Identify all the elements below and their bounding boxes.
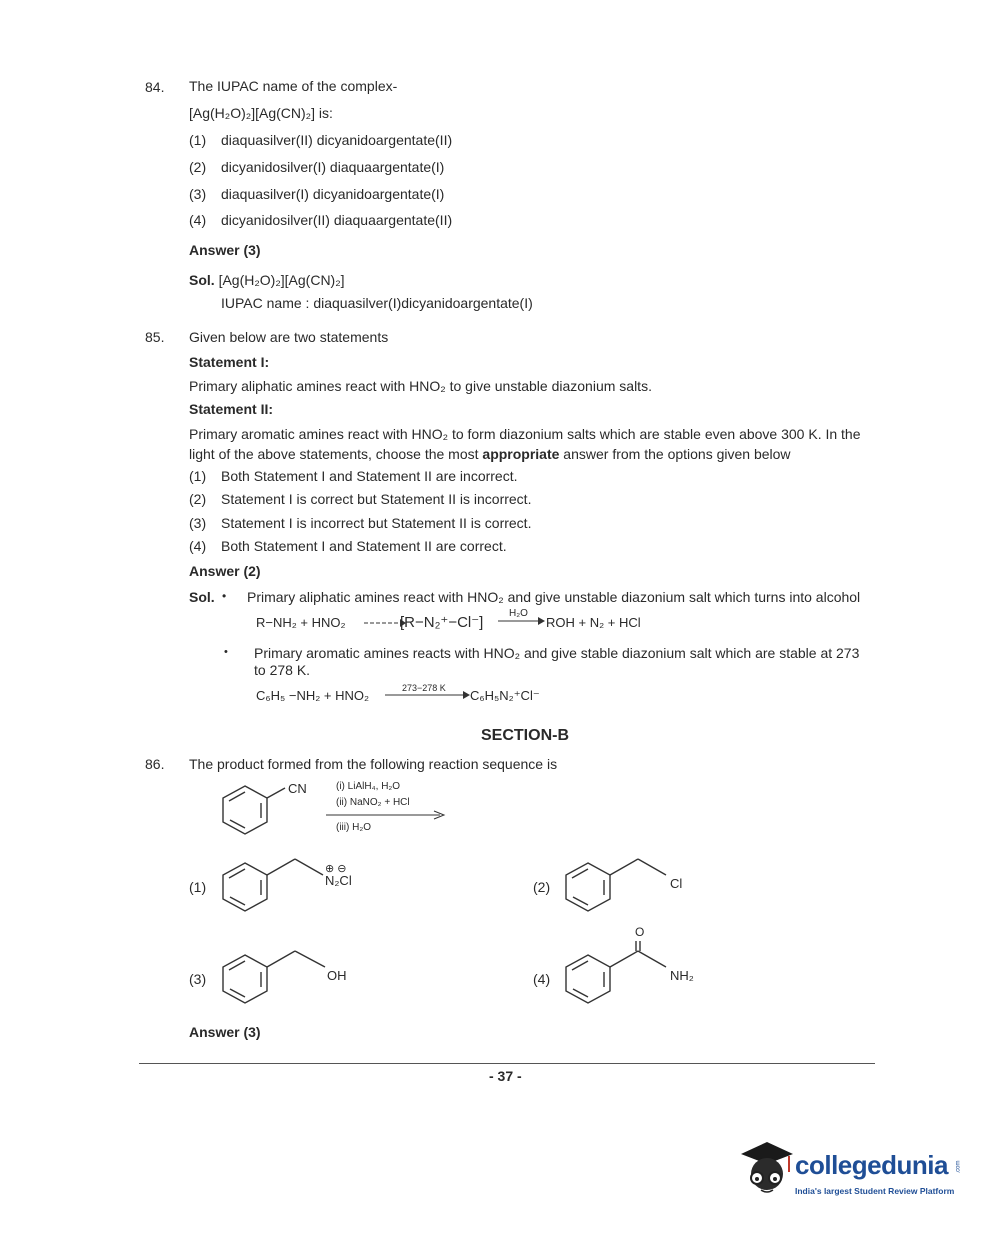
bullet-icon: • <box>222 589 227 603</box>
page-number: - 37 - <box>489 1068 522 1084</box>
question-84-formula: [Ag(H₂O)₂][Ag(CN)₂] is: <box>189 105 333 121</box>
brand-name: collegedunia <box>795 1150 948 1180</box>
reactant-cn-label: CN <box>288 781 307 796</box>
brand-com: .com <box>955 1160 962 1174</box>
q84-solution: Sol. [Ag(H₂O)₂][Ag(CN)₂] <box>189 272 345 288</box>
eq1-condition: H₂O <box>509 608 528 619</box>
q86-option-2-label: Cl <box>670 876 683 891</box>
eq2-right: C₆H₅N₂⁺Cl⁻ <box>470 688 540 703</box>
statement-2-label: Statement II: <box>189 401 274 417</box>
question-86-text: The product formed from the following reaction sequence is <box>189 756 558 772</box>
question-86-number: 86. <box>145 756 165 772</box>
eq1-intermediate: [R−N₂⁺−Cl⁻] <box>400 614 484 631</box>
q84-option-2[interactable]: (2) dicyanidosilver(I) diaquaargentate(I) <box>189 159 445 175</box>
q86-option-1-structure[interactable] <box>215 855 335 925</box>
q85-bullet-1: Primary aliphatic amines react with HNO₂ and give unstable diazonium salt which turns into alcohol <box>247 589 861 605</box>
question-85-intro: Given below are two statements <box>189 329 389 345</box>
q85-answer: Answer (2) <box>189 563 261 579</box>
reagent-1: (i) LiAlH₄, H₂O <box>336 781 401 792</box>
q85-option-2[interactable]: (2) Statement I is correct but Statement II is incorrect. <box>189 491 532 507</box>
reaction-arrow <box>326 808 446 822</box>
q86-answer: Answer (3) <box>189 1024 261 1040</box>
eq1-left: R−NH₂ + HNO₂ <box>256 615 346 630</box>
footer-divider <box>139 1063 875 1064</box>
bullet-icon: • <box>224 646 228 658</box>
q86-option-4-oxygen: O <box>635 925 645 939</box>
statement-1-label: Statement I: <box>189 354 270 370</box>
q84-solution-name: IUPAC name : diaquasilver(I)dicyanidoargentate(I) <box>221 295 533 311</box>
q86-option-1-number[interactable]: (1) <box>189 879 207 895</box>
q84-answer: Answer (3) <box>189 242 261 258</box>
eq2-condition: 273−278 K <box>402 683 446 693</box>
eq1-right: ROH + N₂ + HCl <box>546 615 641 630</box>
question-84-number: 84. <box>145 79 165 95</box>
q85-bullet-2: Primary aromatic amines reacts with HNO₂ and give stable diazonium salt which are stable at 273 to 278 K. <box>254 645 860 678</box>
q85-option-1[interactable]: (1) Both Statement I and Statement II are incorrect. <box>189 468 518 484</box>
q84-option-1[interactable]: (1) diaquasilver(II) dicyanidoargentate(II) <box>189 132 453 148</box>
statement-2-text: Primary aromatic amines react with HNO₂ to form diazonium salts which are stable even above 300 K. In the light of the above statements, choose the most appropriate answer from the options given below <box>189 426 861 462</box>
reagent-3: (iii) H₂O <box>336 822 371 833</box>
q84-option-4[interactable]: (4) dicyanidosilver(II) diaquaargentate(II) <box>189 212 453 228</box>
q86-option-1-label: N₂Cl <box>325 873 352 888</box>
q86-option-3-label: OH <box>327 968 347 983</box>
q86-option-4-number[interactable]: (4) <box>533 971 551 987</box>
eq2-left: C₆H₅ −NH₂ + HNO₂ <box>256 688 370 703</box>
q85-option-4[interactable]: (4) Both Statement I and Statement II are correct. <box>189 538 507 554</box>
q84-option-3[interactable]: (3) diaquasilver(I) dicyanidoargentate(I) <box>189 186 445 202</box>
statement-1-text: Primary aliphatic amines react with HNO₂ to give unstable diazonium salts. <box>189 378 652 394</box>
q86-option-4-label: NH₂ <box>670 968 694 983</box>
diazonium-charges: ⊕ ⊖ <box>325 863 347 875</box>
reagent-2: (ii) NaNO₂ + HCl <box>336 797 410 808</box>
q86-option-2-number[interactable]: (2) <box>533 879 551 895</box>
question-84-text: The IUPAC name of the complex- <box>189 78 398 94</box>
brand-tagline: India's largest Student Review Platform <box>795 1186 955 1196</box>
q85-sol-label: Sol. <box>189 589 215 605</box>
collegedunia-mascot-icon <box>733 1138 797 1200</box>
q86-option-3-number[interactable]: (3) <box>189 971 207 987</box>
question-85-number: 85. <box>145 329 165 345</box>
eq2-arrow <box>385 688 471 702</box>
eq1-arrow-2 <box>498 614 546 628</box>
q85-option-3[interactable]: (3) Statement I is incorrect but Statement II is correct. <box>189 515 532 531</box>
section-heading: SECTION-B <box>481 727 569 744</box>
